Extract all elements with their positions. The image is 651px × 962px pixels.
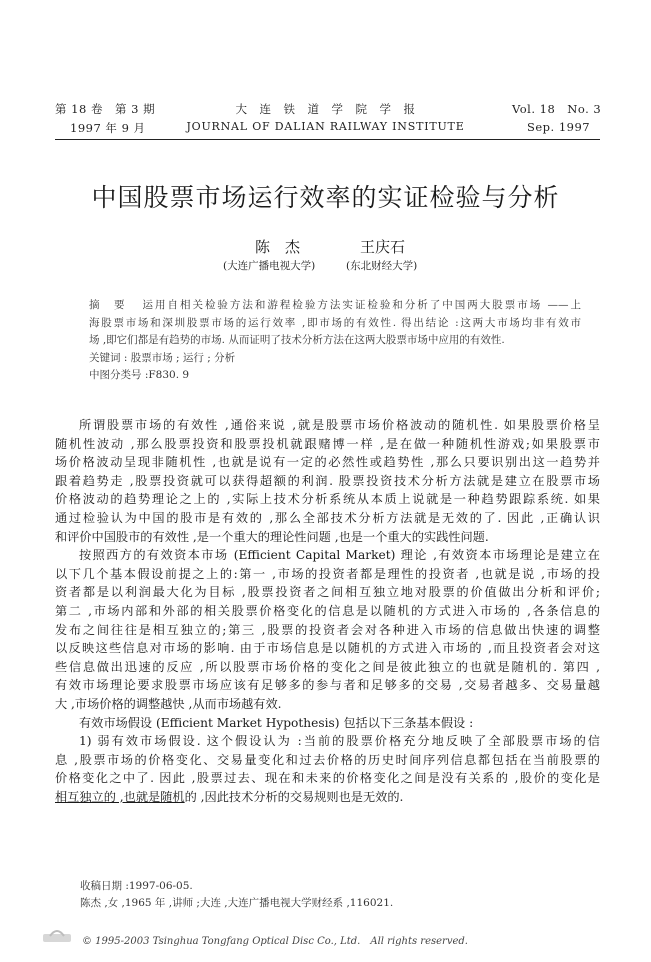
author-bio: 陈杰 ,女 ,1965 年 ,讲师 ;大连 ,大连广播电视大学财经系 ,116021. (80, 897, 394, 909)
author-name: 王庆石 (360, 238, 406, 256)
text-line: 相互独立的 ,也就是随机的 ,因此技术分析的交易规则也是无效的. (55, 789, 404, 804)
text-line: 息 ,股票市场的价格变化、交易量变化和过去价格的历史时间序列信息都包括在当前股票的 (55, 752, 600, 767)
header-rule (55, 139, 600, 140)
classification-number: 中图分类号 :F830. 9 (89, 369, 190, 381)
text-line: 通过检验认为中国的股市是有效的 ,那么全部技术分析方法就是无效的了. 因此 ,正确认识 (55, 510, 600, 525)
text-line: 随机性波动 ,那么股票投资和股票投机就跟赌博一样 ,是在做一种随机性游戏;如果股票市 (55, 436, 600, 451)
text-line: 价格变化之中了. 因此 ,股票过去、现在和未来的价格变化之间是没有关系的 ,股价的变化是 (55, 771, 600, 786)
author-affiliation: (大连广播电视大学) (223, 260, 316, 272)
text-line: 和评价中国股市的有效性 ,是一个重大的理论性问题 ,也是一个重大的实践性问题. (55, 529, 489, 544)
abstract-line: 海股票市场和深圳股票市场的运行效率 ,即市场的有效性. 得出结论 :这两大市场均非有效市 (89, 316, 581, 329)
text-line: 场价格波动呈现非随机性 ,也就是说有一定的必然性或趋势性 ,那么只要识别出这一趋势并 (55, 455, 600, 470)
journal-name-cn: 大 连 铁 道 学 院 学 报 (235, 102, 416, 116)
author-name: 陈 杰 (255, 238, 301, 256)
text-line: 资者都是以利润最大化为目标 ,股票投资者之间相互独立地对股票的价值做出分析和评价; (55, 585, 600, 600)
text-line: 发布之间往往是相互独立的;第三 ,股票的投资者会对各种进入市场的信息做出快速的调整 (55, 622, 600, 637)
abstract-label: 摘 要 (89, 299, 127, 311)
abstract-line: 场 ,即它们都是有趋势的市场. 从而证明了技术分析方法在这两大股票市场中应用的有效性. (89, 334, 505, 346)
journal-name-en: JOURNAL OF DALIAN RAILWAY INSTITUTE (186, 120, 465, 133)
publication-date: 1997 年 9 月 (70, 121, 146, 135)
paper-title: 中国股票市场运行效率的实证检验与分析 (91, 183, 560, 212)
abstract (89, 297, 581, 385)
text-line: 些信息做出迅速的反应 ,所以股票市场价格的变化之间是彼此独立的也就是随机的. 第四 , (55, 659, 600, 674)
text-line: 按照西方的有效资本市场 (Efficient Capital Market) 理论 ,有效资本市场理论是建立在 (79, 548, 600, 563)
text-line: 有效市场理论要求股票市场应该有足够多的参与者和足够多的交易 ,交易者越多、交易量越 (55, 678, 600, 693)
author-affiliation: (东北财经大学) (346, 260, 418, 272)
text-line: 以下几个基本假设前提之上的:第一 ,市场的投资者都是理性的投资者 ,也就是说 ,市场的投 (55, 566, 600, 581)
publisher-logo-icon (42, 924, 72, 944)
keywords: 关键词 : 股票市场 ; 运行 ; 分析 (89, 351, 236, 364)
underlined-text: 相互独立的 ,也就是随机 (55, 789, 185, 804)
text-line: 大 ,市场价格的调整越快 ,从而市场越有效. (55, 696, 282, 711)
text-line: 价格波动的趋势理论之上的 ,实际上技术分析系统从本质上说就是一种趋势跟踪系统. 如果 (55, 492, 600, 507)
volume-issue: 第 18 卷 第 3 期 (55, 102, 156, 116)
text-line: 以反映这些信息对市场的影响. 由于市场信息是以随机的方式进入市场的 ,而且投资者会对这 (55, 641, 600, 656)
text-line: 跟着趋势走 ,股票投资就可以获得超额的利润. 股票投资技术分析方法就是建立在股票市场 (55, 473, 600, 488)
received-date: 收稿日期 :1997-06-05. (80, 880, 193, 892)
copyright-footer: © 1995-2003 Tsinghua Tongfang Optical Disc Co., Ltd. All rights reserved. (82, 936, 468, 947)
volume-issue-en: Vol. 18 No. 3 (512, 102, 602, 116)
publication-date-en: Sep. 1997 (527, 120, 591, 134)
text-line: 第二 ,市场内部和外部的相关股票价格变化的信息是以随机的方式进入市场的 ,各条信息的 (55, 603, 600, 618)
abstract-line: 摘 要 运用自相关检验方法和游程检验方法实证检验和分析了中国两大股票市场 ——上 (89, 299, 581, 311)
text-line: 1) 弱有效市场假设. 这个假设认为 :当前的股票价格充分地反映了全部股票市场的信 (79, 734, 600, 749)
text-line: 所谓股票市场的有效性 ,通俗来说 ,就是股票市场价格波动的随机性. 如果股票价格呈 (79, 418, 600, 432)
body-text (55, 416, 600, 806)
text-line: 有效市场假设 (Efficient Market Hypothesis) 包括以下三条基本假设 : (79, 715, 474, 730)
